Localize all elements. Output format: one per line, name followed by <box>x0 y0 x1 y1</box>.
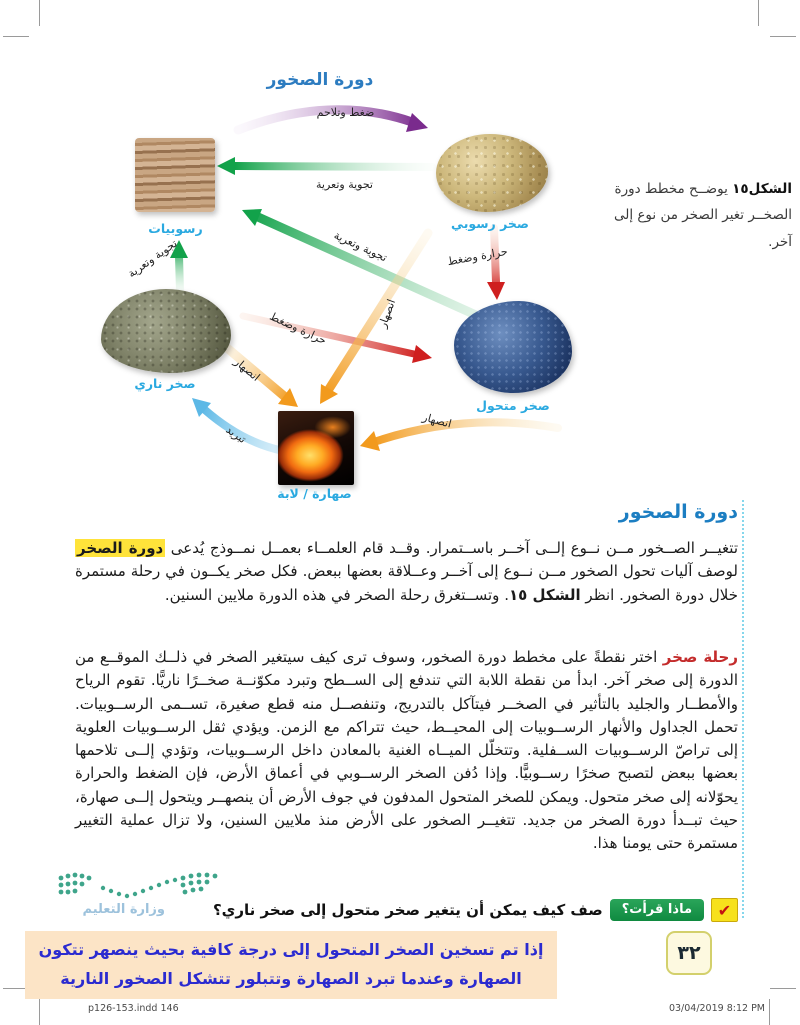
journey-of-a-rock-lead: رحلة صخر <box>662 648 738 666</box>
student-answer-note: إذا تم تسخين الصخر المتحول إلى درجة كافية بحيث ينصهر تتكون الصهارة وعندما تبرد الصهارة وتتبلور تتشكل الصخور النارية <box>25 931 557 999</box>
lava-photo <box>278 411 354 485</box>
node-label-sedimentary-rock: صخر رسوبي <box>451 216 529 231</box>
crop-mark <box>758 0 759 26</box>
figure-caption <box>586 176 792 255</box>
arrow-weathering-1 <box>217 157 432 175</box>
figure-caption-text: يوضــح مخطط دورة الصخــر تغير الصخر من نوع إلى آخر. <box>613 181 792 250</box>
arrow-label-melting-2: انصهار <box>231 355 263 384</box>
arrow-heat-pressure-1 <box>487 228 505 300</box>
arrow-label-heat-pressure-2: حرارة وضغط <box>267 309 329 348</box>
ministry-watermark-text: وزارة التعليم <box>82 902 165 917</box>
paragraph-2 <box>75 646 738 856</box>
page-number: ٣٢ <box>666 931 712 975</box>
paragraph-1 <box>75 537 738 607</box>
diagram-title: دورة الصخور <box>266 70 374 90</box>
footer-filename: p126-153.indd 146 <box>88 1003 179 1014</box>
arrow-label-weathering-3: تجوية وتعرية <box>125 236 180 281</box>
paragraph-2-text: اختر نقطةً على مخطط دورة الصخور، وسوف ترى كيف سيتغير الصخر في ذلــك الموقــع من الدورة إلى صخر آخر. ابدأ من نقطة اللابة التي تندفع إلى الســطح وتبرد مكوّنــة صخــرًا ناريًّا. تقوم الرياح والأمطــار والجليد بالتأثير في الصخــر فيتآكل بالتدريج، وتنفصــل منه قطع صغيرة، تســمى الرســوبيات. تحمل الجداول والأنهار الرســوبيات إلى المحيــط، حيث تتراكم مع الزمن. ويؤدي ثقل الرســوبيات العلوية إلى تراصّ الرســوبيات الســفلية. وتتخلّل الميــاه الغنية بالمعادن داخل الرســوبيات، وتؤدي إلــى تلاحمها بعضها ببعض لتصبح صخرًا رســوبيًّا. وإذا دُفن الصخر الرســوبي في أعماق الأرض، فإن الضغط والحرارة يحوّلانه إلى صخر متحول. ويمكن للصخر المتحول المدفون في جوف الأرض أن ينصهــر ويتحول إلــى صهارة، حيث تبــدأ دورة الصخر من جديد. تتغيــر الصخور على الأرض منذ ملايين السنين، ولا تزال عملية التغيير مستمرة حتى يومنا هذا. <box>75 648 738 853</box>
paragraph-1-text: تتغيــر الصــخور مــن نــوع إلــى آخــر باســتمرار. وقــد قام العلمــاء بعمــل نمــوذج يُدعى <box>165 539 738 557</box>
ministry-logo-dots <box>55 870 250 904</box>
crop-mark <box>769 999 770 1025</box>
arrow-label-melting-3: انصهار <box>421 410 453 431</box>
crop-mark <box>770 988 796 989</box>
arrow-label-melting-1: انصهار <box>375 297 399 330</box>
margin-dotted-divider <box>742 500 744 918</box>
paragraph-1-text: لوصف آليات تحول الصخور مــن نــوع إلى آخــر وعــلاقة بعضها ببعض. فكل صخر يكــون في رحلة مستمرة خلال دورة الصخور. انظر <box>75 562 738 604</box>
footer-datetime: 03/04/2019 8:12 PM <box>668 1003 765 1014</box>
arrow-label-compaction: ضغط وتلاحم <box>316 106 375 119</box>
crop-mark <box>3 36 29 37</box>
rock-cycle-highlight: دورة الصخر <box>77 539 164 557</box>
rock-cycle-diagram <box>20 70 760 510</box>
crop-mark <box>770 36 796 37</box>
metamorphic-rock-photo <box>454 301 572 393</box>
what-did-you-read-badge: ماذا قرأت؟ <box>610 899 704 921</box>
arrow-label-heat-pressure-1: حرارة وضغط <box>446 244 509 269</box>
crop-mark <box>39 0 40 26</box>
sediments-photo <box>135 138 215 212</box>
node-label-magma-lava: صهارة / لابة <box>277 486 352 501</box>
reading-check-question: صف كيف يمكن أن يتغير صخر متحول إلى صخر ناري؟ <box>212 901 603 919</box>
checkmark-icon: ✔ <box>711 898 738 922</box>
node-label-sediments: رسوبيات <box>148 221 203 236</box>
paragraph-1-text: . وتســتغرق رحلة الصخر في هذه الدورة ملايين السنين. <box>164 585 509 604</box>
node-label-igneous-rock: صخر ناري <box>134 376 196 391</box>
arrow-label-cooling: تبريد <box>223 423 249 446</box>
section-heading: دورة الصخور <box>618 501 738 523</box>
crop-mark <box>39 999 40 1025</box>
figure-15-reference: الشكل ١٥ <box>508 585 581 604</box>
node-label-metamorphic-rock: صخر متحول <box>476 398 550 413</box>
figure-caption-label: الشكل١٥ <box>732 181 792 197</box>
arrow-label-weathering-1: تجوية وتعرية <box>315 178 373 191</box>
arrow-label-weathering-2: تجوية وتعرية <box>331 228 390 265</box>
